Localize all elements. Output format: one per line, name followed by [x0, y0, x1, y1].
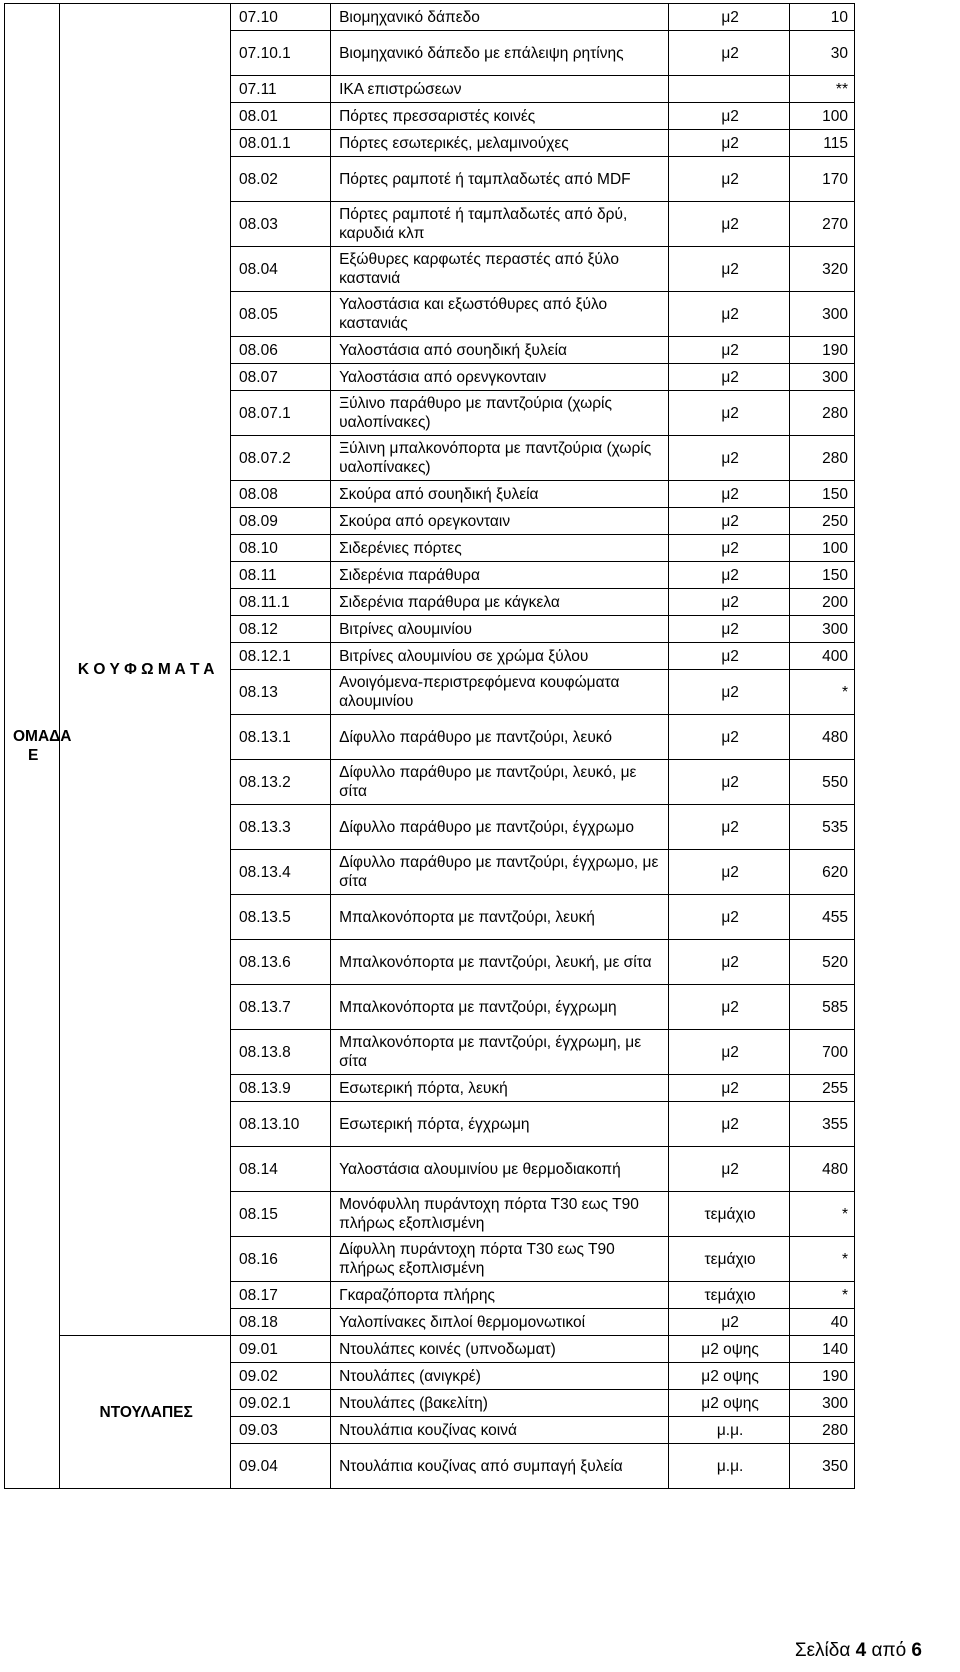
row-unit: μ2 [668, 103, 789, 130]
row-value: * [790, 1237, 855, 1282]
row-unit: τεμάχιο [668, 1237, 789, 1282]
category-ntoulapes-cell: ΝΤΟΥΛΑΠΕΣ [60, 1336, 231, 1489]
row-code: 09.03 [231, 1417, 331, 1444]
row-description: Σκούρα από ορεγκονταιν [331, 508, 669, 535]
table-row [5, 4, 855, 31]
row-description: Μονόφυλλη πυράντοχη πόρτα Τ30 εως Τ90 πλήρως εξοπλισμένη [331, 1192, 669, 1237]
row-code: 08.16 [231, 1237, 331, 1282]
row-value: 280 [790, 436, 855, 481]
row-code: 08.13.8 [231, 1030, 331, 1075]
row-code: 08.01.1 [231, 130, 331, 157]
row-value: 300 [790, 616, 855, 643]
row-code: 08.14 [231, 1147, 331, 1192]
row-unit: μ2 [668, 760, 789, 805]
row-code: 08.07.2 [231, 436, 331, 481]
row-value: 520 [790, 940, 855, 985]
row-unit: μ.μ. [668, 1444, 789, 1489]
row-value: 455 [790, 895, 855, 940]
row-value: 115 [790, 130, 855, 157]
row-code: 08.09 [231, 508, 331, 535]
row-code: 08.12 [231, 616, 331, 643]
row-value: 480 [790, 715, 855, 760]
row-unit: μ2 [668, 589, 789, 616]
row-value: 480 [790, 1147, 855, 1192]
page-footer [795, 1640, 922, 1662]
row-unit: μ2 [668, 130, 789, 157]
row-value: 280 [790, 1417, 855, 1444]
row-description: Μπαλκονόπορτα με παντζούρι, έγχρωμη [331, 985, 669, 1030]
row-unit: μ2 [668, 1075, 789, 1102]
row-description: Δίφυλλο παράθυρο με παντζούρι, έγχρωμο, με σίτα [331, 850, 669, 895]
row-code: 08.13.7 [231, 985, 331, 1030]
row-code: 08.13.10 [231, 1102, 331, 1147]
row-unit: μ2 οψης [668, 1363, 789, 1390]
row-description: Δίφυλλο παράθυρο με παντζούρι, λευκό, με σίτα [331, 760, 669, 805]
row-code: 08.13.6 [231, 940, 331, 985]
row-code: 07.10.1 [231, 31, 331, 76]
row-description: Ντουλάπες (ανιγκρέ) [331, 1363, 669, 1390]
row-unit: μ2 [668, 247, 789, 292]
row-code: 08.12.1 [231, 643, 331, 670]
row-unit: μ2 [668, 535, 789, 562]
row-unit: μ2 [668, 364, 789, 391]
row-code: 09.02.1 [231, 1390, 331, 1417]
price-table [4, 3, 855, 1489]
row-description: Σιδερένια παράθυρα με κάγκελα [331, 589, 669, 616]
row-value: 200 [790, 589, 855, 616]
row-unit: μ2 [668, 895, 789, 940]
row-value: 250 [790, 508, 855, 535]
row-description: Δίφυλλη πυράντοχη πόρτα Τ30 εως Τ90 πλήρως εξοπλισμένη [331, 1237, 669, 1282]
row-unit: μ2 [668, 1102, 789, 1147]
row-value: 350 [790, 1444, 855, 1489]
row-description: Σιδερένιες πόρτες [331, 535, 669, 562]
row-code: 07.10 [231, 4, 331, 31]
row-value: 190 [790, 337, 855, 364]
row-unit: μ2 [668, 202, 789, 247]
row-description: Εξώθυρες καρφωτές περαστές από ξύλο καστανιά [331, 247, 669, 292]
table-row [5, 1336, 855, 1363]
row-value: 400 [790, 643, 855, 670]
row-code: 09.01 [231, 1336, 331, 1363]
row-code: 08.07 [231, 364, 331, 391]
row-value: 550 [790, 760, 855, 805]
row-value: 700 [790, 1030, 855, 1075]
row-unit: μ2 [668, 850, 789, 895]
row-code: 08.13 [231, 670, 331, 715]
row-value: 150 [790, 481, 855, 508]
row-description: Δίφυλλο παράθυρο με παντζούρι, λευκό [331, 715, 669, 760]
row-code: 08.03 [231, 202, 331, 247]
row-value: 355 [790, 1102, 855, 1147]
footer-total-pages: 6 [911, 1640, 922, 1661]
row-description: Δίφυλλο παράθυρο με παντζούρι, έγχρωμο [331, 805, 669, 850]
row-value: 30 [790, 31, 855, 76]
row-value: 300 [790, 364, 855, 391]
row-code: 07.11 [231, 76, 331, 103]
row-value: 300 [790, 292, 855, 337]
row-description: Πόρτες ραμποτέ ή ταμπλαδωτές από δρύ, καρυδιά κλπ [331, 202, 669, 247]
row-value: 140 [790, 1336, 855, 1363]
row-unit: μ2 [668, 508, 789, 535]
row-unit [668, 76, 789, 103]
row-description: Μπαλκονόπορτα με παντζούρι, λευκή [331, 895, 669, 940]
footer-prefix: Σελίδα [794, 1640, 856, 1661]
row-description: Γκαραζόπορτα πλήρης [331, 1282, 669, 1309]
row-value: 150 [790, 562, 855, 589]
row-description: Σιδερένια παράθυρα [331, 562, 669, 589]
row-unit: μ2 [668, 1147, 789, 1192]
row-code: 08.04 [231, 247, 331, 292]
row-code: 08.11.1 [231, 589, 331, 616]
row-description: Υαλοστάσια από σουηδική ξυλεία [331, 337, 669, 364]
row-code: 08.08 [231, 481, 331, 508]
table-body [5, 4, 855, 1489]
row-code: 08.01 [231, 103, 331, 130]
row-description: Πόρτες εσωτερικές, μελαμινούχες [331, 130, 669, 157]
row-unit: μ2 οψης [668, 1336, 789, 1363]
row-unit: μ2 [668, 1030, 789, 1075]
row-value: 10 [790, 4, 855, 31]
row-description: Υαλοπίνακες διπλοί θερμομονωτικοί [331, 1309, 669, 1336]
row-unit: μ2 [668, 616, 789, 643]
row-code: 08.13.3 [231, 805, 331, 850]
row-code: 08.15 [231, 1192, 331, 1237]
row-value: 320 [790, 247, 855, 292]
group-label-cell: ΟΜΑΔΑ Ε [5, 4, 60, 1489]
row-unit: μ2 [668, 940, 789, 985]
row-description: Ντουλάπια κουζίνας από συμπαγή ξυλεία [331, 1444, 669, 1489]
row-value: 585 [790, 985, 855, 1030]
row-code: 08.02 [231, 157, 331, 202]
row-code: 08.17 [231, 1282, 331, 1309]
row-unit: μ.μ. [668, 1417, 789, 1444]
row-value: 535 [790, 805, 855, 850]
category-kouphomata-cell: Κ Ο Υ Φ Ω Μ Α Τ Α [60, 4, 231, 1336]
row-value: 255 [790, 1075, 855, 1102]
row-unit: μ2 [668, 562, 789, 589]
row-code: 08.10 [231, 535, 331, 562]
row-value: * [790, 1192, 855, 1237]
row-unit: μ2 [668, 670, 789, 715]
row-description: Ξύλινη μπαλκονόπορτα με παντζούρια (χωρίς υαλοπίνακες) [331, 436, 669, 481]
row-unit: μ2 [668, 715, 789, 760]
row-description: Πόρτες πρεσσαριστές κοινές [331, 103, 669, 130]
row-unit: μ2 [668, 643, 789, 670]
row-code: 08.18 [231, 1309, 331, 1336]
row-unit: μ2 [668, 391, 789, 436]
row-code: 08.13.9 [231, 1075, 331, 1102]
row-code: 08.06 [231, 337, 331, 364]
row-code: 08.13.1 [231, 715, 331, 760]
row-unit: μ2 [668, 985, 789, 1030]
row-value: 100 [790, 103, 855, 130]
row-unit: τεμάχιο [668, 1282, 789, 1309]
row-value: ** [790, 76, 855, 103]
row-description: Υαλοστάσια από ορενγκονταιν [331, 364, 669, 391]
row-code: 08.13.2 [231, 760, 331, 805]
row-unit: μ2 [668, 436, 789, 481]
row-code: 08.07.1 [231, 391, 331, 436]
row-description: Βιτρίνες αλουμινίου [331, 616, 669, 643]
row-description: Ντουλάπες (βακελίτη) [331, 1390, 669, 1417]
row-code: 08.11 [231, 562, 331, 589]
row-unit: μ2 [668, 157, 789, 202]
row-description: Μπαλκονόπορτα με παντζούρι, έγχρωμη, με σίτα [331, 1030, 669, 1075]
row-description: Εσωτερική πόρτα, έγχρωμη [331, 1102, 669, 1147]
row-unit: μ2 οψης [668, 1390, 789, 1417]
row-unit: μ2 [668, 337, 789, 364]
row-value: 280 [790, 391, 855, 436]
row-value: 300 [790, 1390, 855, 1417]
row-unit: μ2 [668, 4, 789, 31]
row-description: Βιομηχανικό δάπεδο με επάλειψη ρητίνης [331, 31, 669, 76]
row-code: 08.13.5 [231, 895, 331, 940]
footer-middle: από [866, 1640, 912, 1661]
row-value: * [790, 670, 855, 715]
row-value: 40 [790, 1309, 855, 1336]
row-unit: μ2 [668, 31, 789, 76]
row-description: Ντουλάπια κουζίνας κοινά [331, 1417, 669, 1444]
footer-page-number: 4 [855, 1640, 867, 1661]
row-value: 170 [790, 157, 855, 202]
row-unit: μ2 [668, 805, 789, 850]
row-description: Μπαλκονόπορτα με παντζούρι, λευκή, με σίτα [331, 940, 669, 985]
row-unit: τεμάχιο [668, 1192, 789, 1237]
row-value: 190 [790, 1363, 855, 1390]
row-code: 09.04 [231, 1444, 331, 1489]
row-description: Ανοιγόμενα-περιστρεφόμενα κουφώματα αλουμινίου [331, 670, 669, 715]
row-unit: μ2 [668, 1309, 789, 1336]
row-description: Εσωτερική πόρτα, λευκή [331, 1075, 669, 1102]
row-description: Υαλοστάσια και εξωστόθυρες από ξύλο καστανιάς [331, 292, 669, 337]
row-description: Βιτρίνες αλουμινίου σε χρώμα ξύλου [331, 643, 669, 670]
row-description: Πόρτες ραμποτέ ή ταμπλαδωτές από MDF [331, 157, 669, 202]
row-description: ΙΚΑ επιστρώσεων [331, 76, 669, 103]
row-value: 620 [790, 850, 855, 895]
row-code: 08.05 [231, 292, 331, 337]
row-description: Σκούρα από σουηδική ξυλεία [331, 481, 669, 508]
row-unit: μ2 [668, 481, 789, 508]
row-description: Ξύλινο παράθυρο με παντζούρια (χωρίς υαλοπίνακες) [331, 391, 669, 436]
row-description: Υαλοστάσια αλουμινίου με θερμοδιακοπή [331, 1147, 669, 1192]
row-unit: μ2 [668, 292, 789, 337]
row-value: 270 [790, 202, 855, 247]
row-value: 100 [790, 535, 855, 562]
row-description: Ντουλάπες κοινές (υπνοδωματ) [331, 1336, 669, 1363]
row-code: 09.02 [231, 1363, 331, 1390]
row-code: 08.13.4 [231, 850, 331, 895]
row-description: Βιομηχανικό δάπεδο [331, 4, 669, 31]
row-value: * [790, 1282, 855, 1309]
